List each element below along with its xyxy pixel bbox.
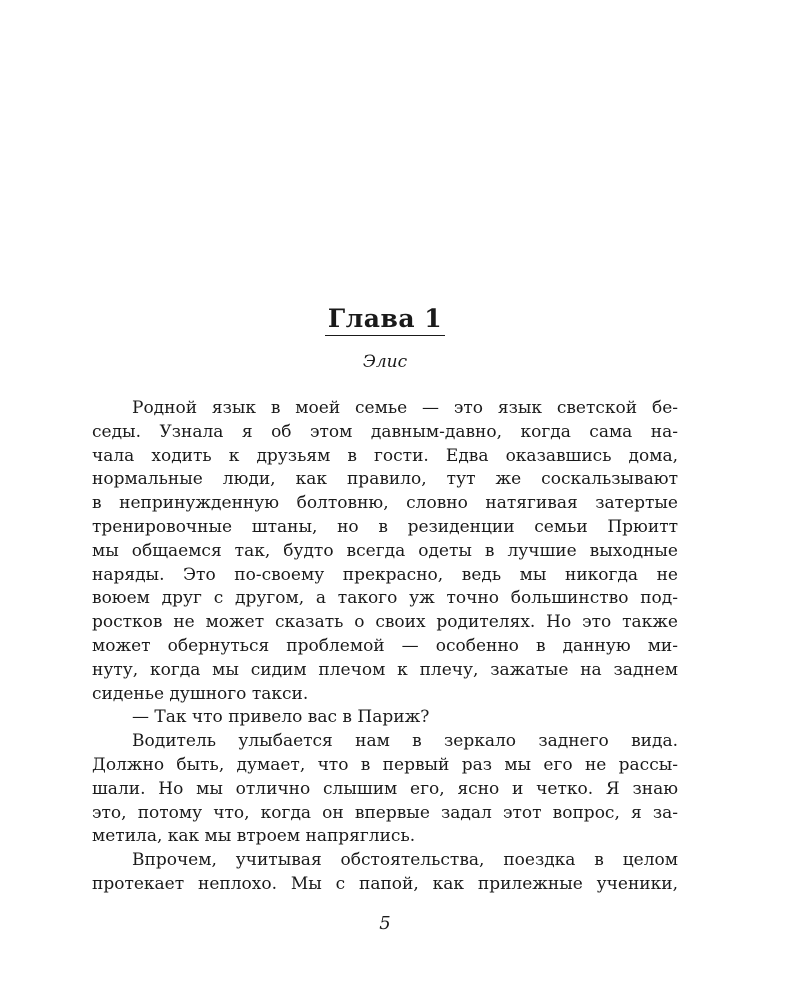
- text-line: чала ходить к друзьям в гости. Едва оказавшись дома,: [92, 445, 678, 466]
- text-line: седы. Узнала я об этом давным-давно, когда сама на-: [92, 421, 678, 442]
- title-underline: [325, 335, 445, 336]
- text-line: нуту, когда мы сидим плечом к плечу, зажатые на заднем: [92, 659, 678, 680]
- page-number: 5: [379, 913, 391, 934]
- text-line: может обернуться проблемой — особенно в данную ми-: [92, 635, 678, 656]
- chapter-subtitle: Элис: [362, 352, 408, 372]
- chapter-title: Глава 1: [327, 304, 443, 333]
- book-page: [92, 0, 678, 1000]
- text-line: Должно быть, думает, что в первый раз мы его не рассы-: [92, 754, 678, 775]
- text-line: тренировочные штаны, но в резиденции семьи Прюитт: [92, 516, 678, 537]
- text-line: шали. Но мы отлично слышим его, ясно и четко. Я знаю: [92, 778, 678, 799]
- text-line: сиденье душного такси.: [92, 683, 309, 704]
- text-line: наряды. Это по-своему прекрасно, ведь мы никогда не: [92, 564, 678, 585]
- text-line: метила, как мы втроем напряглись.: [92, 826, 416, 847]
- text-line: мы общаемся так, будто всегда одеты в лучшие выходные: [92, 540, 678, 561]
- dialogue-line: — Так что привело вас в Париж?: [132, 707, 430, 728]
- text-line: в непринужденную болтовню, словно натягивая затертые: [92, 493, 678, 514]
- text-line: воюем друг с другом, а такого уж точно большинство под-: [92, 588, 678, 609]
- text-line: протекает неплохо. Мы с папой, как прилежные ученики,: [92, 873, 678, 894]
- text-line: нормальные люди, как правило, тут же соскальзывают: [92, 469, 678, 490]
- text-line: это, потому что, когда он впервые задал этот вопрос, я за-: [92, 802, 678, 823]
- text-line: Впрочем, учитывая обстоятельства, поездка в целом: [132, 850, 678, 871]
- text-line: Водитель улыбается нам в зеркало заднего вида.: [132, 731, 678, 752]
- text-line: ростков не может сказать о своих родителях. Но это также: [92, 612, 678, 633]
- body-text: [92, 397, 678, 897]
- text-line: Родной язык в моей семье — это язык светской бе-: [132, 398, 678, 418]
